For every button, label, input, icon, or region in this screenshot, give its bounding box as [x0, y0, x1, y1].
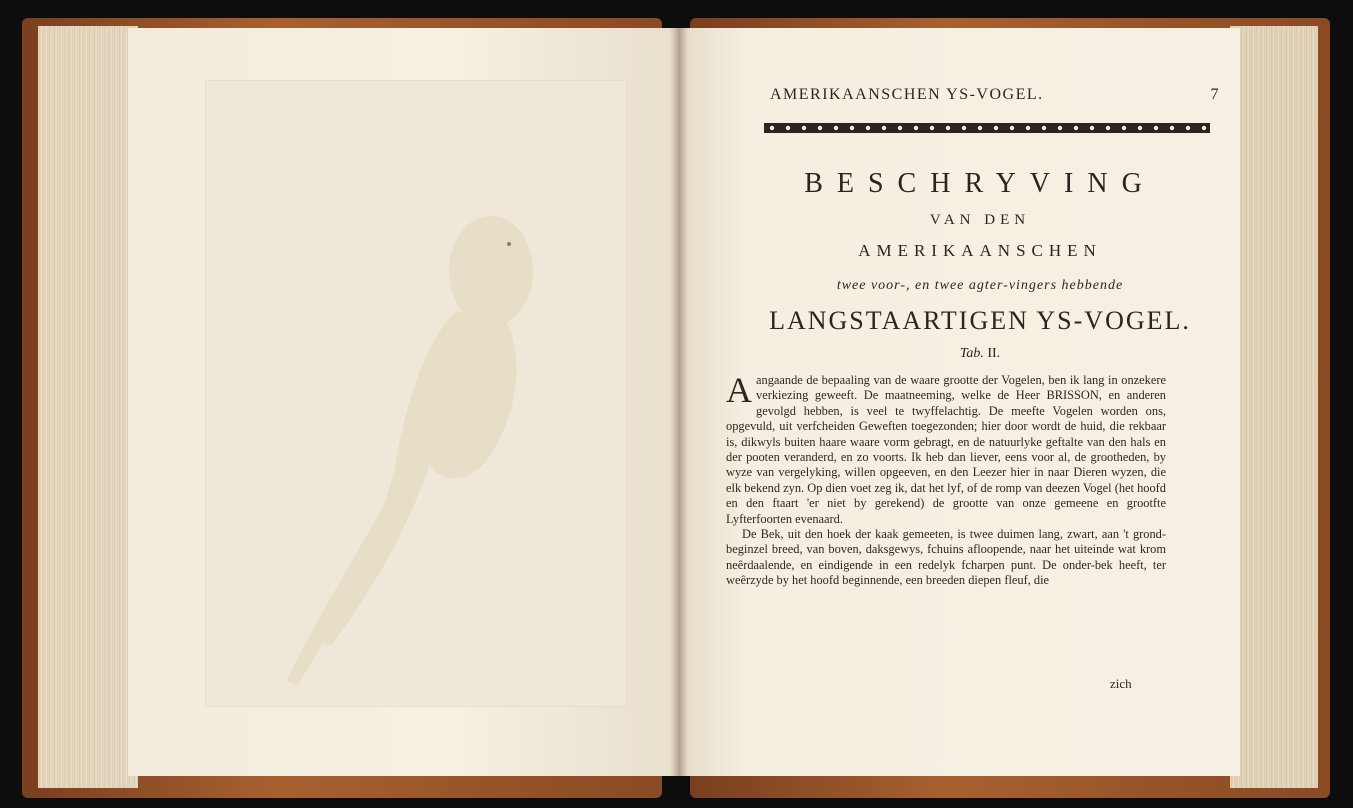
title-subtitle-italic: twee voor-, en twee agter-vingers hebbende — [836, 278, 1124, 293]
tab-number: II. — [987, 346, 1001, 361]
body-text — [726, 370, 1166, 589]
running-header — [770, 86, 1220, 104]
right-page-edges — [1230, 26, 1318, 788]
bird-plate-illustration — [205, 80, 627, 707]
page-number: 7 — [1210, 86, 1220, 103]
paragraph-1-text: angaande de bepaaling van de waare grootte der Vogelen, ben ik lang in onzekere verkiezing geweeft. De maatneeming, welke de Heer BRISSON, en anderen gevolgd hebben, is veel te twyffelachtig. De meefte Vogelen worden ons, opgevuld, uit verfcheiden Geweften toegezonden; hier door wordt de huid, die rekbaar is, dikwyls buiten haare waare vorm gebragt, en de natuurlyke geftalte van den hals en der pooten veranderd, en zo voorts. Ik heb dan liever, eens voor al, de grootheden, by wyze van vergelyking, willen opgeeven, en den Leezer hier in naar Dieren wyzen, die elk bekend zyn. Op dien voet zeg ik, dat het lyf, of de romp van deezen Vogel (het hoofd en den ftaart 'er niet by gerekend) de grootte van onze gemeene en grootfte Lyfterfoorten evenaard. — [726, 373, 1166, 526]
drop-cap: A — [726, 370, 752, 410]
paragraph-2: De Bek, uit den hoek der kaak gemeeten, is twee duimen lang, zwart, aan 't grond-beginzel breed, van boven, daksgewys, fchuins afloopende, naar het uiteinde wat krom neêrdaalende, en eindigende in een redelyk fcharpen punt. De onder-bek heeft, ter weêrzyde by het hoofd beginnende, een breeden diepen fleuf, die — [726, 527, 1166, 588]
book-gutter — [670, 28, 688, 776]
title-langstaartigen: LANGSTAARTIGEN YS-VOGEL. — [769, 306, 1191, 335]
title-van-den: VAN DEN — [929, 212, 1031, 228]
ornament-divider — [764, 122, 1210, 134]
faded-bird-image — [206, 81, 626, 706]
tab-reference — [740, 346, 1220, 362]
title-amerikaanschen: AMERIKAANSCHEN — [858, 241, 1102, 260]
running-title: AMERIKAANSCHEN YS-VOGEL. — [770, 86, 1044, 103]
tab-label: Tab. — [959, 346, 984, 361]
catchword: zich — [1110, 676, 1132, 691]
left-page-edges — [38, 26, 138, 788]
title-beschryving: BESCHRYVING — [804, 168, 1156, 199]
paragraph-1 — [726, 370, 1166, 527]
